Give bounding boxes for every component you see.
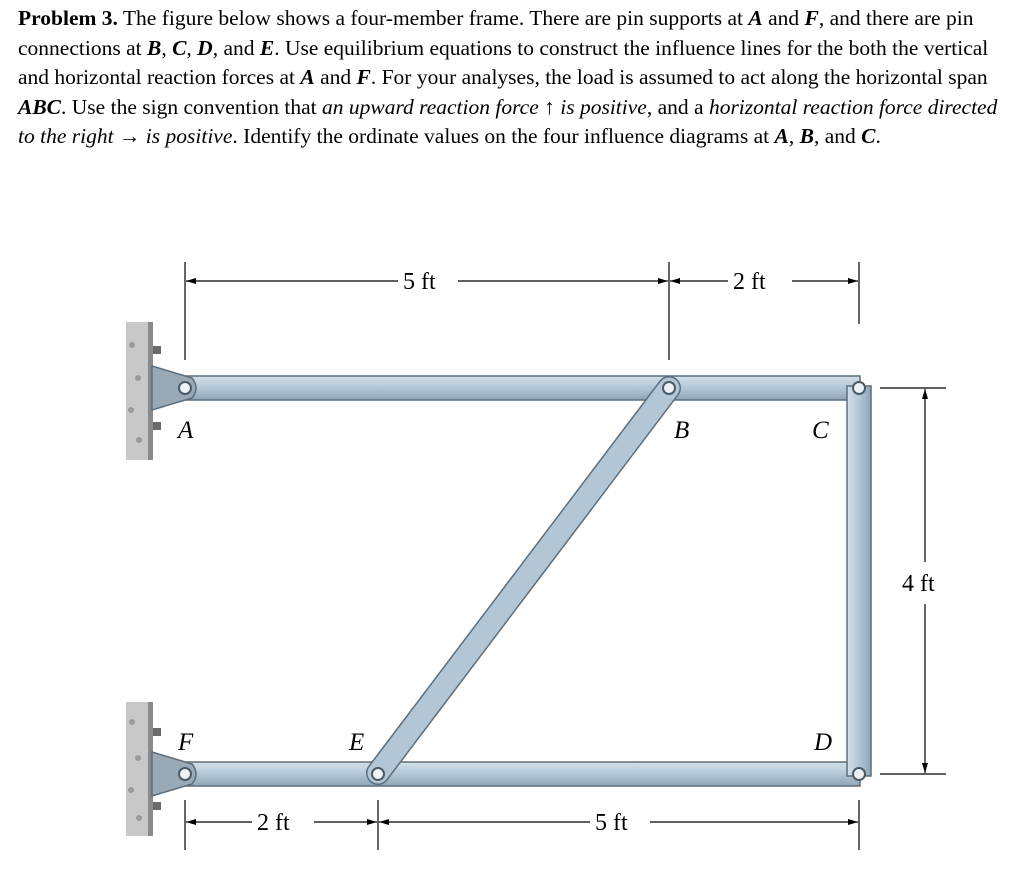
dim-label-top-right: 2 ft	[733, 269, 766, 295]
problem-text: ,	[788, 124, 800, 148]
support-bolts	[153, 346, 161, 810]
member-FED	[184, 762, 860, 786]
pin-C	[853, 382, 865, 394]
wall-top	[126, 322, 153, 460]
member-BE-face	[378, 388, 669, 773]
problem-text: and	[314, 65, 357, 89]
problem-text: . Use equilibrium equations to construct the influence lines for the both the vertical and horizontal reaction forces at	[18, 35, 989, 89]
wall-bottom	[126, 702, 153, 836]
dim-label-height: 4 ft	[902, 571, 935, 597]
pin-B	[663, 382, 675, 394]
sign-convention-vertical: an upward reaction force ↑ is positive	[321, 94, 647, 119]
label-E: E	[349, 729, 365, 756]
label-C: C	[812, 417, 829, 444]
problem-text: , and	[813, 124, 862, 148]
problem-text: . Use the sign convention that	[61, 94, 322, 119]
var-F: F	[356, 65, 371, 89]
problem-text: ,	[161, 35, 173, 60]
var-E: E	[259, 35, 275, 60]
problem-number: Problem 3.	[18, 6, 118, 30]
problem-text: . For your analyses, the load is assumed to act along the horizontal span	[370, 65, 988, 89]
sign-convention-horizontal: horizontal reaction force directed to the right → is positive	[18, 94, 998, 148]
problem-text: ,	[186, 35, 198, 60]
var-A: A	[774, 124, 789, 148]
problem-text: .	[875, 124, 881, 148]
problem-text: , and	[212, 35, 260, 60]
problem-text: , and a	[646, 94, 709, 119]
dim-label-bottom-left: 2 ft	[257, 810, 290, 836]
var-B: B	[146, 35, 162, 60]
pin-D	[853, 768, 865, 780]
label-F: F	[178, 729, 194, 756]
var-D: D	[197, 35, 213, 60]
var-A: A	[300, 65, 315, 89]
var-C: C	[861, 124, 876, 148]
problem-text: The figure below shows a four-member frame. There are pin supports at	[117, 6, 749, 30]
var-ABC: ABC	[18, 94, 62, 119]
pin-support-A	[152, 366, 196, 410]
label-D: D	[814, 729, 833, 756]
var-C: C	[172, 35, 187, 60]
label-A: A	[178, 417, 194, 444]
var-B: B	[799, 124, 814, 148]
pin-support-F	[152, 752, 196, 796]
member-CD	[847, 386, 871, 776]
var-A: A	[748, 6, 763, 30]
var-F: F	[804, 6, 819, 30]
dim-label-bottom-right: 5 ft	[595, 810, 628, 836]
problem-text: . Identify the ordinate values on the four influence diagrams at	[232, 124, 775, 148]
problem-text: , and there are pin connections at	[18, 6, 974, 60]
pin-E	[372, 768, 384, 780]
problem-text: and	[762, 6, 805, 30]
label-B: B	[674, 417, 690, 444]
dim-label-top-left: 5 ft	[403, 269, 436, 295]
member-ABC	[184, 376, 860, 400]
